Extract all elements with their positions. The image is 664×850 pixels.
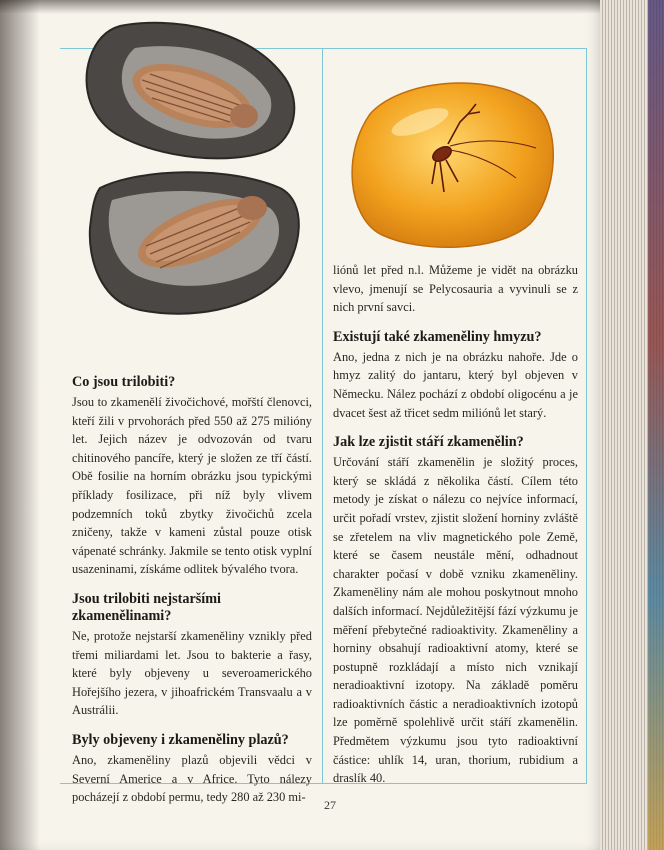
section-body: Ne, protože nejstarší zkameněliny vznikly před třemi miliardami let. Jsou to bakterie a řasy, které byly objeveny u severoamerického Hořejšího jezera, v jihoafrickém Transvaalu a v Austrálii. xyxy=(72,628,312,718)
top-shadow xyxy=(0,0,608,14)
book-page-edges xyxy=(600,0,664,850)
frame-line-right xyxy=(586,48,587,783)
section-heading: Byly objeveny i zkameněliny plazů? xyxy=(72,731,289,748)
left-column xyxy=(72,374,312,819)
section-body: Určování stáří zkamenělin je složitý proces, který se skládá z několika částí. Cílem této metody je získat o nálezu co nejvíce informací, určit pořadí vrstev, zjistit složení horniny zvláště se zřetelem na vliv magnetického pole Země, které se časem neustále mění, odhadnout charakter počasí v době vzniku zkameněliny. Zkameněliny nám ale mohou poskytnout mnoho dalších informací. Nejdůležitější fází výzkumu je měření přebytečné radioaktivity. Zkameněliny a horniny obsahují radioaktivní atomy, které se postupně rozkládají a místo nich vznikají neradioaktivní izotopy. Na základě poměru radioaktivních částic a neradioaktivních izotopů lze poměrně spolehlivě určit stáří zkamenělin. Předmětem výzkumu jsou tyto radioaktivní částice: uhlík 14, uran, thorium, rubidium a draslík 40. xyxy=(333,455,578,786)
section-heading: Co jsou trilobiti? xyxy=(72,374,176,390)
frame-line-middle xyxy=(322,48,323,783)
section-heading: Jsou trilobiti nejstaršími zkamenělinami? xyxy=(72,590,221,624)
section-trilobites xyxy=(72,374,312,579)
section-insect-fossils xyxy=(333,329,578,422)
gutter-shadow xyxy=(0,0,40,850)
section-body: Ano, jedna z nich je na obrázku nahoře. Jde o hmyz zalitý do jantaru, který byl objeven v Německu. Nález pochází z období oligocénu a je dvacet šest až třicet sedm miliónů let starý. xyxy=(333,349,578,420)
section-body: Jsou to zkamenělí živočichové, mořští členovci, kteří žili v prvohorách před 550 až 275 milióny let. Jejich název je odvozován od tvaru chitinového pancíře, který je složen ze tří částí. Obě fosilie na horním obrázku jsou typickými příklady fosilizace, při níž byly vlivem podzemních toků zbytky živočichů zcela zničeny, takže v kameni zůstal pouze otisk vápenaté schránky. Jakmile se tento otisk vyplní usazeninami, získáme odlitek bývalého tvora. xyxy=(72,395,312,577)
section-body: Ano, zkameněliny plazů objevili vědci v Severní Americe a v Africe. Tyto nálezy pocházejí z období permu, tedy 280 až 230 mi- xyxy=(72,752,312,805)
trilobite-fossil-lower xyxy=(90,172,299,313)
insect-in-amber-illustration xyxy=(340,74,560,254)
trilobite-fossils-illustration xyxy=(80,18,310,328)
section-heading: Existují také zkameněliny hmyzu? xyxy=(333,328,542,345)
section-heading: Jak lze zjistit stáří zkamenělin? xyxy=(333,434,524,451)
book-cover-edge xyxy=(648,0,664,850)
trilobite-fossil-upper xyxy=(87,23,295,159)
section-fossil-dating xyxy=(333,434,578,788)
section-oldest-fossils xyxy=(72,591,312,720)
section-reptile-fossils xyxy=(72,732,312,807)
right-column xyxy=(333,261,578,800)
section-continuation xyxy=(333,261,578,317)
page-number: 27 xyxy=(324,798,336,812)
section-body: liónů let před n.l. Můžeme je vidět na obrázku vlevo, jmenují se Pelycosauria a vyvinuli se z nich první savci. xyxy=(333,263,578,315)
